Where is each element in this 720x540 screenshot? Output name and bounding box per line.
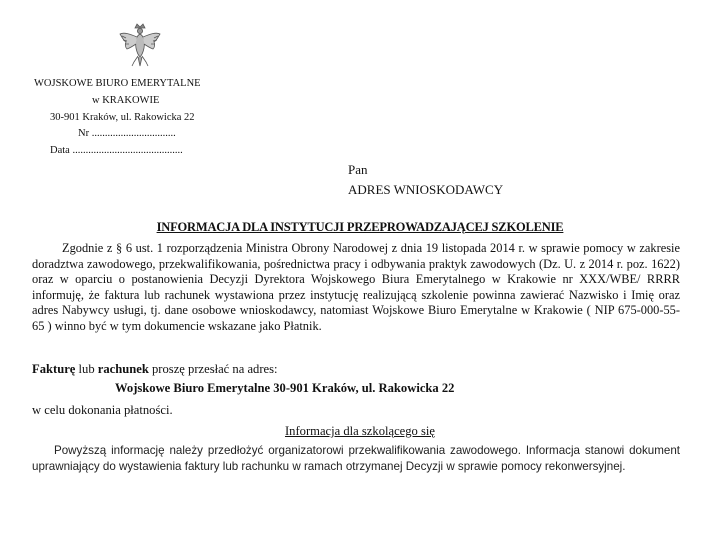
- bill-word: rachunek: [97, 362, 149, 376]
- reference-number: Nr ................................: [78, 128, 176, 139]
- payer-address: Wojskowe Biuro Emerytalne 30-901 Kraków, ul. Rakowicka 22: [115, 381, 455, 395]
- main-paragraph-text: Zgodnie z § 6 ust. 1 rozporządzenia Ministra Obrony Narodowej z dnia 19 listopada 2014 r. w sprawie pomocy w zakresie doradztwa zawodowego, przekwalifikowania, pośrednictwa pracy i odbywania praktyk zawodowych (Dz. U. z 2014 r. poz. 1622) oraz w oparciu o postanowienia Decyzji Dyrektora Wojskowego Biura Emerytalnego w Krakowie nr XXX/WBE/ RRRR informuję, że faktura lub rachunek wystawiona przez instytucję realizującą szkolenie powinna zawierać Nazwisko i Imię oraz adres Nabywcy usługi, tj. dane osobowe wnioskodawcy, natomiast Wojskowe Biuro Emerytalne w Krakowie ( NIP 675-000-55-65 ) winno być w tym dokumencie wskazane jako Płatnik.: [32, 241, 680, 333]
- sender-address: 30-901 Kraków, ul. Rakowicka 22: [50, 112, 195, 123]
- sender-name: WOJSKOWE BIURO EMERYTALNE: [34, 78, 201, 89]
- trainee-paragraph-text: Powyższą informację należy przedłożyć organizatorowi przekwalifikowania zawodowego. Informacja stanowi dokument uprawniający do wystawienia faktury lub rachunku w ramach otrzymanej Decyzji w sprawie pomocy rekonwersyjnej.: [32, 444, 680, 473]
- sender-city: w KRAKOWIE: [92, 95, 160, 106]
- instruction-rest: proszę przesłać na adres:: [148, 362, 278, 376]
- invoice-word: Fakturę: [32, 362, 76, 376]
- section-subtitle: Informacja dla szkolącego się: [284, 424, 435, 438]
- recipient-address: ADRES WNIOSKODAWCY: [348, 182, 504, 197]
- invoice-instruction: [32, 362, 278, 377]
- polish-eagle-emblem-icon: [118, 22, 162, 68]
- document-title: INFORMACJA DLA INSTYTUCJI PRZEPROWADZAJĄCEJ SZKOLENIE: [156, 220, 564, 234]
- trainee-paragraph: [32, 443, 680, 475]
- main-paragraph: [32, 241, 680, 334]
- payment-purpose: w celu dokonania płatności.: [32, 403, 173, 417]
- recipient-salutation: Pan: [348, 162, 368, 177]
- or-word: lub: [75, 362, 98, 376]
- document-date: Data ..........................................: [50, 145, 183, 156]
